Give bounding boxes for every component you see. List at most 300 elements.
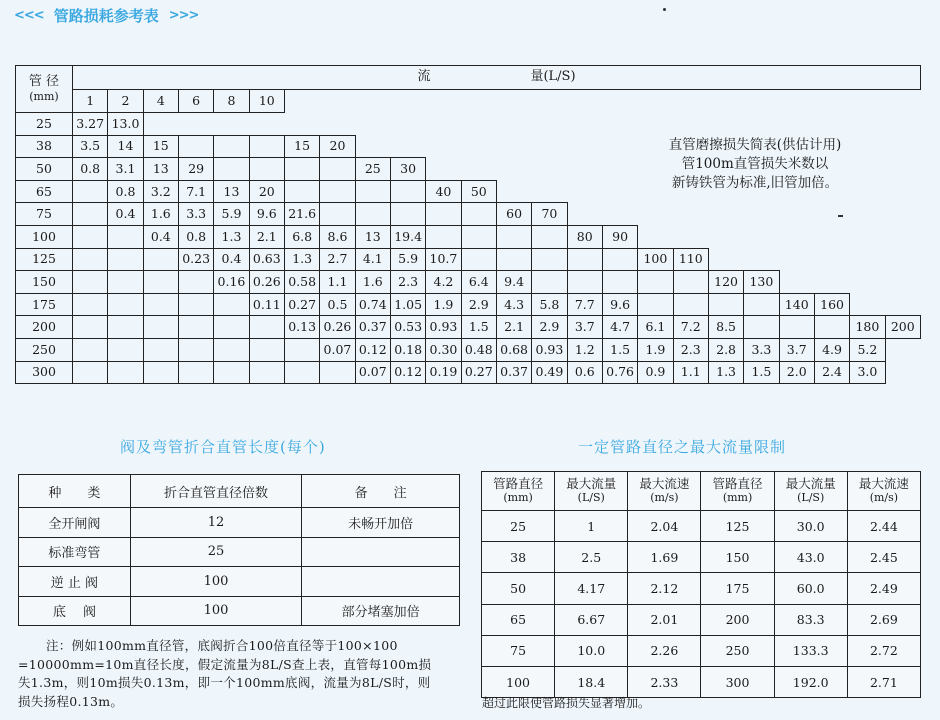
max-flow-cell: 192.0 [774,666,847,697]
empty-cell [178,293,213,316]
column-header-line: (m/s) [869,491,899,504]
multiple-cell: 12 [130,508,302,538]
head-loss-cell: 40 [426,180,461,203]
decorative-dot [663,8,666,11]
head-loss-cell: 3.5 [73,135,108,158]
head-loss-cell: 10.7 [426,248,461,271]
empty-cell [108,248,143,271]
empty-cell [73,248,108,271]
head-loss-cell: 0.4 [143,225,178,248]
table-row [16,338,921,361]
pipe-diameter-header [16,66,73,113]
note-line: =10000mm=10m直径长度，假定流量为8L/S查上表，直管每100m损 [18,656,432,672]
empty-cell [567,135,602,158]
empty-cell [814,89,849,112]
max-flow-cell: 133.3 [774,635,847,666]
head-loss-cell: 3.7 [779,338,814,361]
head-loss-cell: 90 [602,225,637,248]
max-flow-cell: 4.17 [555,573,628,604]
head-loss-cell: 140 [779,293,814,316]
head-loss-cell: 1.9 [426,293,461,316]
column-header-line: 管路直径 [493,476,544,491]
empty-cell [744,89,779,112]
empty-cell [108,316,143,339]
empty-cell [744,248,779,271]
flow-unit-label: 量(L/S) [530,69,576,85]
empty-cell [178,113,213,136]
empty-cell [249,316,284,339]
remark-cell [302,537,460,567]
empty-cell [178,135,213,158]
head-loss-cell: 13 [214,180,249,203]
max-flow-cell: 43.0 [774,542,847,573]
pipe-diameter-cell: 300 [16,361,73,384]
head-loss-cell: 2.8 [708,338,743,361]
empty-cell [143,113,178,136]
empty-cell [602,113,637,136]
empty-cell [532,135,567,158]
max-flow-cell: 2.33 [628,666,701,697]
pipe-diameter-cell: 65 [16,180,73,203]
head-loss-cell: 0.53 [390,316,425,339]
max-flow-table [481,471,921,698]
empty-cell [638,271,673,294]
max-flow-cell: 175 [701,573,774,604]
empty-cell [850,225,885,248]
empty-cell [708,89,743,112]
head-loss-cell: 1.6 [143,203,178,226]
empty-cell [390,89,425,112]
head-loss-cell: 0.27 [461,361,496,384]
flow-column-header: 6 [178,89,213,112]
empty-cell [779,113,814,136]
head-loss-cell: 6.1 [638,316,673,339]
head-loss-cell: 6.8 [284,225,319,248]
max-flow-cell: 2.26 [628,635,701,666]
head-loss-cell: 3.3 [178,203,213,226]
head-loss-cell: 180 [850,316,885,339]
max-flow-cell: 2.04 [628,511,701,542]
head-loss-cell: 13 [355,225,390,248]
pipe-diameter-cell: 125 [16,248,73,271]
empty-cell [73,293,108,316]
empty-cell [496,113,531,136]
empty-cell [320,361,355,384]
empty-cell [885,248,920,271]
empty-cell [355,89,390,112]
note-line: 注：例如100mm直径管，底阀折合100倍直径等于100×100 [46,638,398,653]
empty-cell [214,361,249,384]
empty-cell [143,293,178,316]
head-loss-cell: 1.05 [390,293,425,316]
head-loss-cell: 2.9 [532,316,567,339]
empty-cell [355,180,390,203]
empty-cell [708,248,743,271]
empty-cell [673,293,708,316]
empty-cell [426,203,461,226]
empty-cell [602,203,637,226]
head-loss-cell: 0.26 [249,271,284,294]
table-row [16,113,921,136]
head-loss-cell: 2.0 [779,361,814,384]
table-header-row [16,66,921,90]
empty-cell [284,338,319,361]
empty-cell [249,158,284,181]
head-loss-cell: 0.6 [567,361,602,384]
empty-cell [143,316,178,339]
empty-cell [426,89,461,112]
empty-cell [355,113,390,136]
empty-cell [461,158,496,181]
head-loss-cell: 1.5 [461,316,496,339]
empty-cell [461,225,496,248]
head-loss-cell: 13 [143,158,178,181]
head-loss-cell: 50 [461,180,496,203]
empty-cell [708,293,743,316]
note-line: 失1.3m，则10m损失0.13m，即一个100mm底阀，流量为8L/S时，则 [18,675,431,690]
empty-cell [426,225,461,248]
empty-cell [426,135,461,158]
empty-cell [602,89,637,112]
column-header-line: 最大流量 [785,476,836,491]
head-loss-cell: 1.3 [214,225,249,248]
empty-cell [461,203,496,226]
empty-cell [532,225,567,248]
head-loss-cell: 29 [178,158,213,181]
empty-cell [214,338,249,361]
head-loss-cell: 6.4 [461,271,496,294]
empty-cell [214,316,249,339]
empty-cell [496,158,531,181]
empty-cell [567,271,602,294]
max-flow-cell: 38 [482,542,555,573]
empty-cell [178,316,213,339]
empty-cell [532,248,567,271]
head-loss-cell: 13.0 [108,113,143,136]
table-row [16,271,921,294]
column-header: 备 注 [302,475,460,508]
table-row [19,508,460,538]
empty-cell [885,180,920,203]
head-loss-cell: 1.9 [638,338,673,361]
head-loss-cell: 0.93 [532,338,567,361]
head-loss-cell: 20 [249,180,284,203]
head-loss-cell: 130 [744,271,779,294]
empty-cell [496,225,531,248]
max-flow-cell: 150 [701,542,774,573]
head-loss-cell: 110 [673,248,708,271]
empty-cell [214,113,249,136]
head-loss-cell: 30 [390,158,425,181]
head-loss-cell: 0.8 [178,225,213,248]
head-loss-cell: 1.2 [567,338,602,361]
head-loss-cell: 1.5 [602,338,637,361]
table-header-row [19,475,460,508]
empty-cell [885,203,920,226]
empty-cell [143,361,178,384]
empty-cell [496,180,531,203]
head-loss-cell: 60 [496,203,531,226]
empty-cell [885,338,920,361]
head-loss-cell: 0.58 [284,271,319,294]
column-header-line: 最大流量 [566,476,617,491]
head-loss-cell: 0.37 [355,316,390,339]
empty-cell [779,225,814,248]
empty-cell [426,113,461,136]
empty-cell [567,158,602,181]
valve-equivalent-table [18,474,460,626]
head-loss-cell: 5.9 [390,248,425,271]
table-row [16,203,921,226]
table-row [19,537,460,567]
head-loss-cell: 0.26 [320,316,355,339]
empty-cell [885,113,920,136]
max-flow-cell: 2.69 [847,604,920,635]
empty-cell [426,158,461,181]
head-loss-cell: 0.8 [73,158,108,181]
empty-cell [320,113,355,136]
empty-cell [461,89,496,112]
header-bar [14,4,198,26]
empty-cell [567,203,602,226]
head-loss-cell: 80 [567,225,602,248]
head-loss-cell: 4.1 [355,248,390,271]
head-loss-cell: 0.4 [108,203,143,226]
empty-cell [814,271,849,294]
head-loss-cell: 160 [814,293,849,316]
empty-cell [814,316,849,339]
table-row [16,248,921,271]
empty-cell [284,113,319,136]
empty-cell [108,338,143,361]
empty-cell [108,225,143,248]
empty-cell [390,180,425,203]
head-loss-cell: 21.6 [284,203,319,226]
max-flow-cell: 2.12 [628,573,701,604]
head-loss-cell: 0.30 [426,338,461,361]
head-loss-cell: 2.4 [814,361,849,384]
table-row [16,293,921,316]
empty-cell [673,113,708,136]
flow-column-header: 4 [143,89,178,112]
head-loss-cell: 2.9 [461,293,496,316]
head-loss-cell: 7.7 [567,293,602,316]
head-loss-cell: 9.6 [249,203,284,226]
empty-cell [567,248,602,271]
empty-cell [567,113,602,136]
empty-cell [249,113,284,136]
max-flow-cell: 6.67 [555,604,628,635]
empty-cell [850,89,885,112]
head-loss-cell: 4.7 [602,316,637,339]
table-row [482,604,921,635]
head-loss-cell: 120 [708,271,743,294]
column-header [555,472,628,511]
empty-cell [143,338,178,361]
head-loss-cell: 3.0 [850,361,885,384]
empty-cell [284,361,319,384]
empty-cell [744,316,779,339]
head-loss-cell: 7.2 [673,316,708,339]
head-loss-cell: 5.9 [214,203,249,226]
empty-cell [355,203,390,226]
head-loss-cell: 0.23 [178,248,213,271]
column-header-line: (L/S) [577,491,605,504]
multiple-cell: 25 [130,537,302,567]
empty-cell [73,203,108,226]
empty-cell [320,180,355,203]
head-loss-cell: 0.49 [532,361,567,384]
table-row [482,542,921,573]
head-loss-cell: 2.3 [673,338,708,361]
empty-cell [390,113,425,136]
column-header-line: 最大流速 [858,476,909,491]
head-loss-cell: 200 [885,316,920,339]
head-loss-cell: 9.6 [602,293,637,316]
pipe-diameter-unit: (mm) [29,90,59,103]
empty-cell [178,338,213,361]
page-title: 管路损耗参考表 [53,6,159,25]
remark-cell: 部分堵塞加倍 [302,596,460,626]
friction-note-line: 直管磨擦损失简表(供估计用) [668,137,842,153]
remark-cell: 未畅开加倍 [302,508,460,538]
pipe-diameter-cell: 200 [16,316,73,339]
empty-cell [284,180,319,203]
head-loss-cell: 3.7 [567,316,602,339]
empty-cell [532,271,567,294]
flow-column-header: 1 [73,89,108,112]
head-loss-cell: 0.37 [496,361,531,384]
table-header-row [482,472,921,511]
table-row [482,666,921,697]
pipe-diameter-cell: 50 [16,158,73,181]
head-loss-cell: 0.18 [390,338,425,361]
max-flow-cell: 1.69 [628,542,701,573]
column-header [847,472,920,511]
empty-cell [214,135,249,158]
empty-cell [779,316,814,339]
empty-cell [708,225,743,248]
head-loss-cell: 0.8 [108,180,143,203]
max-flow-cell: 2.71 [847,666,920,697]
right-arrows-icon: >>> [168,7,199,23]
table-row [16,316,921,339]
empty-cell [73,316,108,339]
max-flow-footnote: 超过此限使管路损失显著增加。 [482,696,651,710]
max-flow-cell: 1 [555,511,628,542]
max-flow-section-title: 一定管路直径之最大流量限制 [578,438,787,456]
column-header-line: (mm) [503,491,533,504]
empty-cell [602,248,637,271]
empty-cell [744,293,779,316]
head-loss-cell: 19.4 [390,225,425,248]
empty-cell [638,225,673,248]
empty-cell [673,225,708,248]
empty-cell [108,293,143,316]
empty-cell [885,361,920,384]
empty-cell [108,361,143,384]
table-row [482,511,921,542]
head-loss-cell: 5.8 [532,293,567,316]
head-loss-cell: 7.1 [178,180,213,203]
empty-cell [885,271,920,294]
head-loss-cell: 3.27 [73,113,108,136]
friction-note-line: 新铸铁管为标准,旧管加倍。 [671,175,839,191]
head-loss-cell: 0.4 [214,248,249,271]
head-loss-cell: 0.27 [284,293,319,316]
column-header-line: 管路直径 [712,476,763,491]
empty-cell [638,89,673,112]
remark-cell [302,567,460,597]
empty-cell [532,113,567,136]
empty-cell [249,135,284,158]
table-row [482,573,921,604]
empty-cell [73,271,108,294]
max-flow-cell: 2.44 [847,511,920,542]
head-loss-cell: 100 [638,248,673,271]
empty-cell [673,203,708,226]
max-flow-cell: 50 [482,573,555,604]
flow-column-header: 2 [108,89,143,112]
max-flow-cell: 10.0 [555,635,628,666]
left-arrows-icon: <<< [14,7,44,23]
head-loss-cell: 1.6 [355,271,390,294]
max-flow-cell: 25 [482,511,555,542]
max-flow-cell: 30.0 [774,511,847,542]
empty-cell [814,248,849,271]
head-loss-cell: 0.16 [214,271,249,294]
head-loss-cell: 0.12 [390,361,425,384]
head-loss-cell: 14 [108,135,143,158]
max-flow-cell: 65 [482,604,555,635]
head-loss-cell: 1.5 [744,361,779,384]
head-loss-cell: 4.2 [426,271,461,294]
empty-cell [885,293,920,316]
head-loss-cell: 0.11 [249,293,284,316]
empty-cell [850,271,885,294]
empty-cell [249,361,284,384]
empty-cell [249,338,284,361]
table-row [19,596,460,626]
max-flow-cell: 18.4 [555,666,628,697]
head-loss-cell: 1.1 [673,361,708,384]
friction-note [630,136,880,193]
empty-cell [602,271,637,294]
table-row [482,635,921,666]
column-header: 折合直管直径倍数 [130,475,302,508]
head-loss-cell: 0.5 [320,293,355,316]
head-loss-cell: 4.3 [496,293,531,316]
empty-cell [814,113,849,136]
pipe-diameter-cell: 150 [16,271,73,294]
empty-cell [496,135,531,158]
empty-cell [390,135,425,158]
empty-cell [320,203,355,226]
head-loss-cell: 0.76 [602,361,637,384]
max-flow-cell: 2.01 [628,604,701,635]
empty-cell [708,203,743,226]
table-row [19,567,460,597]
column-header-line: (mm) [722,491,753,504]
head-loss-cell: 2.3 [390,271,425,294]
friction-note-line: 管100m直管损失米数以 [681,156,829,172]
empty-cell [885,158,920,181]
column-header [774,472,847,511]
pipe-diameter-cell: 75 [16,203,73,226]
head-loss-cell: 0.93 [426,316,461,339]
head-loss-cell: 0.07 [320,338,355,361]
empty-cell [850,248,885,271]
